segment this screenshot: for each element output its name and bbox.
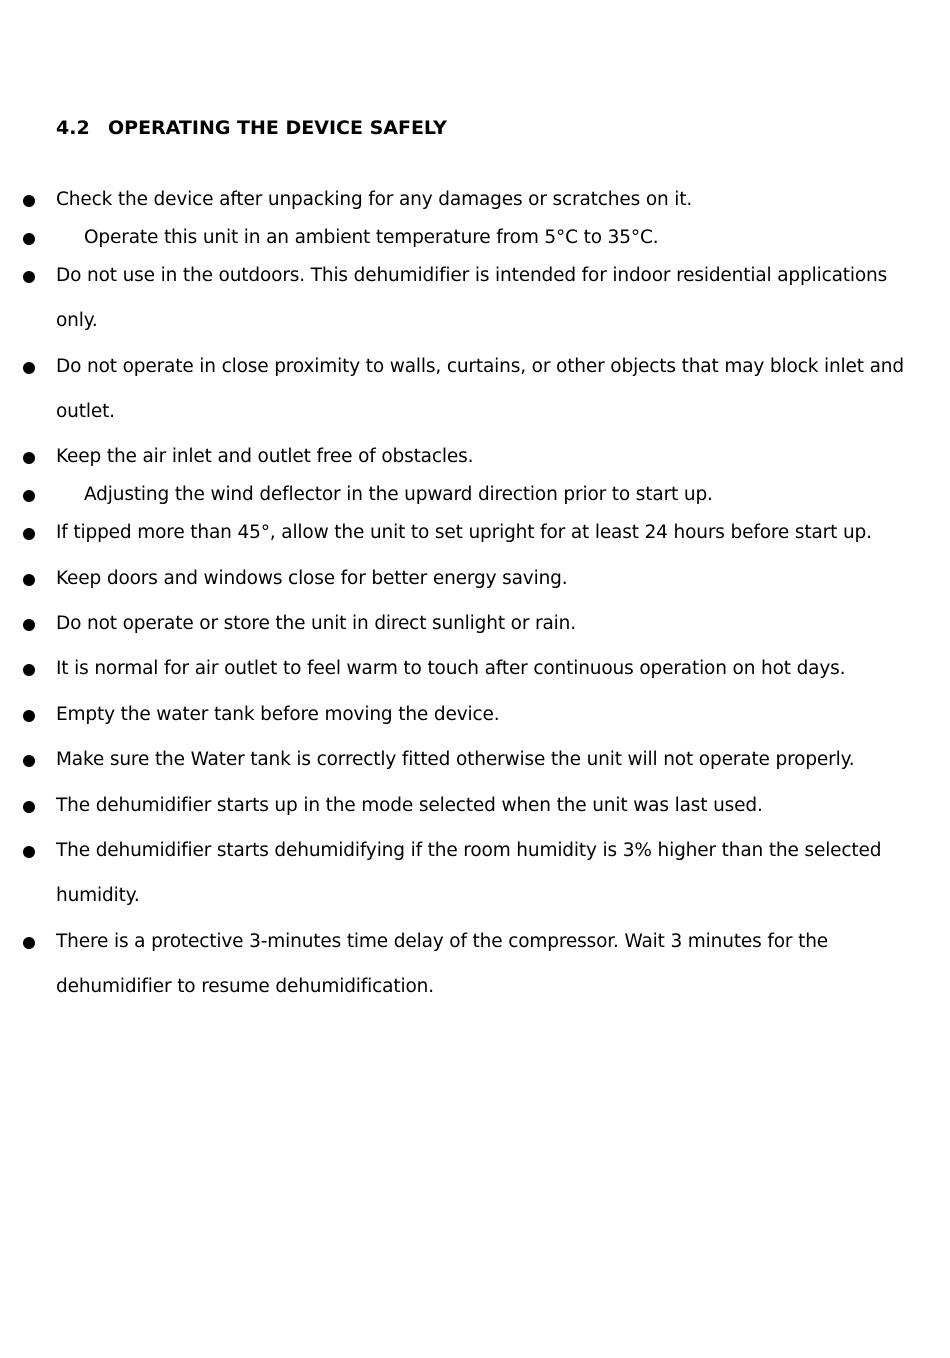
list-item-text: Empty the water tank before moving the device. — [56, 704, 500, 725]
bullet-icon — [23, 937, 35, 949]
list-item-text: Keep doors and windows close for better energy saving. — [56, 568, 568, 589]
bullet-icon — [23, 664, 35, 676]
bullet-icon — [23, 801, 35, 813]
list-item-text: Make sure the Water tank is correctly fitted otherwise the unit will not operate properly. — [56, 749, 855, 770]
list-item-text: Check the device after unpacking for any damages or scratches on it. — [56, 189, 693, 210]
list-item-text: It is normal for air outlet to feel warm to touch after continuous operation on hot days. — [56, 658, 846, 679]
section-number: 4.2 — [56, 117, 90, 139]
bullet-icon — [23, 195, 35, 207]
list-item-text: Operate this unit in an ambient temperature from 5°C to 35°C. — [84, 227, 659, 248]
bullet-icon — [23, 574, 35, 586]
list-item-text: The dehumidifier starts dehumidifying if the room humidity is 3% higher than the selected humidity. — [56, 840, 882, 906]
list-item-text: Do not operate or store the unit in direct sunlight or rain. — [56, 613, 576, 634]
list-item-text: Do not operate in close proximity to walls, curtains, or other objects that may block inlet and outlet. — [56, 356, 904, 422]
list-item-text: Keep the air inlet and outlet free of obstacles. — [56, 446, 474, 467]
bullet-icon — [23, 846, 35, 858]
bullet-icon — [23, 233, 35, 245]
bullet-icon — [23, 271, 35, 283]
list-item-text: The dehumidifier starts up in the mode selected when the unit was last used. — [56, 795, 763, 816]
section-heading — [56, 115, 447, 141]
list-item-text: There is a protective 3-minutes time delay of the compressor. Wait 3 minutes for the dehumidifier to resume dehumidification. — [56, 931, 829, 997]
bullet-icon — [23, 490, 35, 502]
bullet-icon — [23, 452, 35, 464]
bullet-icon — [23, 710, 35, 722]
section-title: OPERATING THE DEVICE SAFELY — [108, 117, 447, 139]
list-item-text: Adjusting the wind deflector in the upward direction prior to start up. — [84, 484, 713, 505]
list-item-text: Do not use in the outdoors. This dehumidifier is intended for indoor residential applications only. — [56, 265, 888, 331]
bullet-icon — [23, 528, 35, 540]
bullet-icon — [23, 619, 35, 631]
list-item-text: If tipped more than 45°, allow the unit to set upright for at least 24 hours before start up. — [56, 522, 872, 543]
bullet-icon — [23, 755, 35, 767]
bullet-icon — [23, 362, 35, 374]
